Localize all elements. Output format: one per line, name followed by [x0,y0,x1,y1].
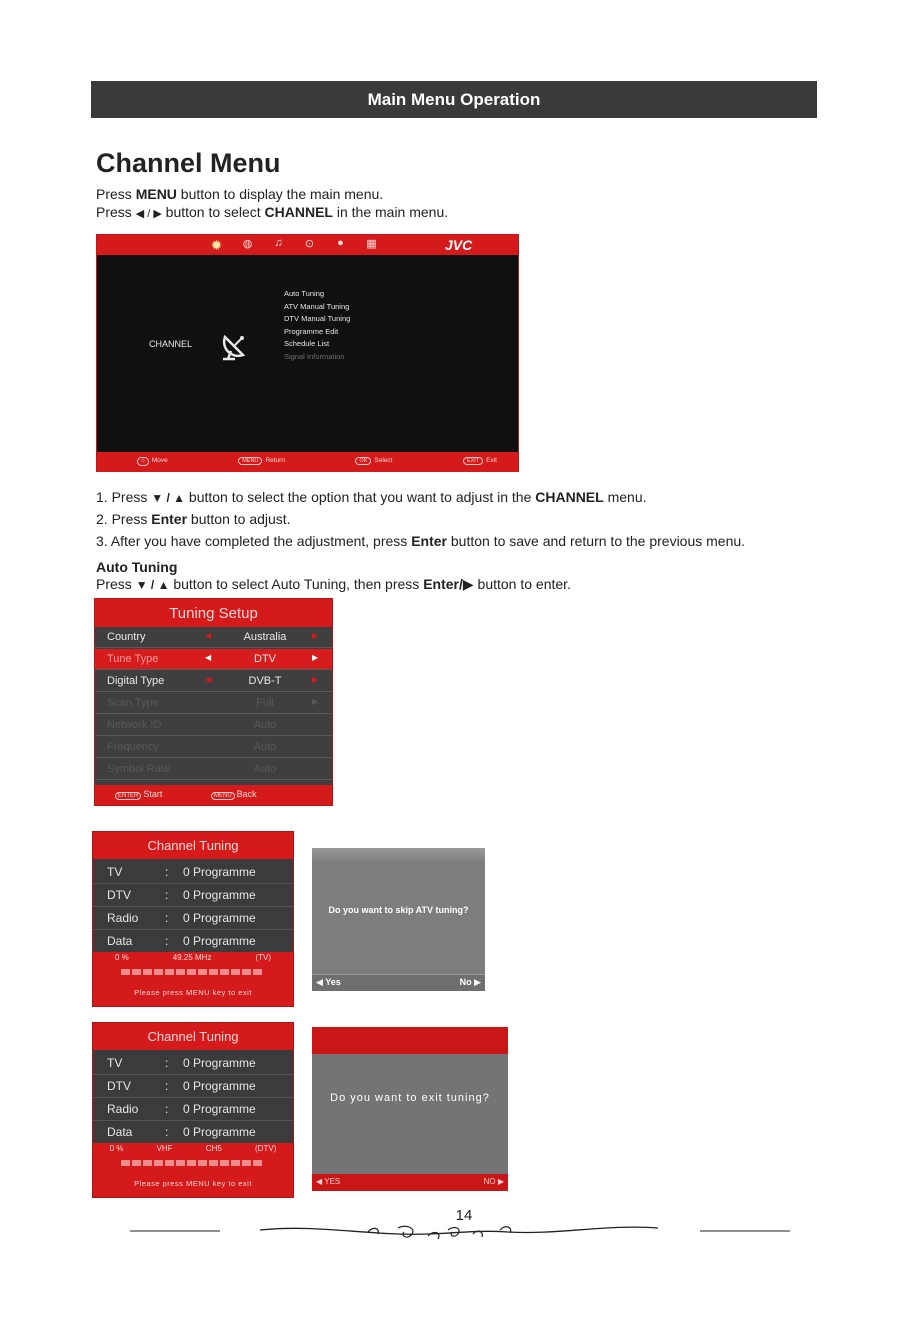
tuning-count-data: Data : 0 Programme [93,1121,293,1144]
channel-tuning-title: Channel Tuning [93,1023,293,1050]
satellite-dish-icon [219,327,253,361]
menu-top-bar [97,235,518,255]
tuning-row-symbol-rate: Symbol Rate Auto [95,759,332,780]
yes-button[interactable]: ◀ YES [316,1177,341,1186]
tuning-count-data: Data : 0 Programme [93,930,293,953]
time-tab-icon[interactable]: ⊙ [304,238,315,250]
channel-tab-icon[interactable]: ✹ [210,237,223,253]
exit-tuning-footer [312,1174,508,1191]
menu-item-atv-manual-tuning[interactable]: ATV Manual Tuning [284,301,350,311]
brand-logo: JVC [445,237,473,253]
no-button[interactable]: No ▶ [459,977,481,987]
tuning-row-scan-type: Scan Type Full ▶ [95,693,332,714]
menu-bottom-bar [97,452,518,472]
menu-item-auto-tuning[interactable]: Auto Tuning [284,289,325,298]
tuning-count-dtv: DTV : 0 Programme [93,1075,293,1098]
page-header-bar [91,81,817,118]
tuning-count-dtv: DTV : 0 Programme [93,884,293,907]
tuning-status-info: 0 % 49.25 MHz (TV) [114,953,271,962]
right-arrow-icon[interactable]: ▶ [312,631,319,640]
no-button[interactable]: NO ▶ [483,1177,504,1186]
tuning-status-info: 0 % VHF CH5 (DTV) [109,1144,277,1153]
tuning-progress-area [93,952,293,1006]
left-arrow-icon[interactable]: ◀ [205,675,212,684]
skip-atv-question: Do you want to skip ATV tuning? [328,905,469,915]
exit-tuning-dialog [312,1027,508,1191]
channel-label: CHANNEL [149,339,193,349]
menu-hint-row [137,457,497,466]
channel-tuning-panel-2 [92,1022,294,1198]
tuning-progress-area [93,1143,293,1197]
menu-item-programme-edit[interactable]: Programme Edit [284,326,339,336]
exit-tuning-question: Do you want to exit tuning? [330,1092,490,1104]
auto-tuning-instruction: Press ▼ / ▲ button to select Auto Tuning, then press Enter/▶ button to enter. [96,576,571,592]
tuning-exit-message: Please press MENU key to exit [134,988,252,997]
step-3: 3. After you have completed the adjustment, press Enter button to save and return to the previous menu. [96,533,746,549]
tuning-setup-footer [95,785,332,805]
tuning-row-tune-type[interactable]: Tune Type ◀ DTV ▶ [95,649,332,670]
hint-move: ⬦ Move [137,457,168,466]
tuning-row-digital-type[interactable]: Digital Type ◀ DVB-T ▶ [95,671,332,692]
tuning-row-network-id: Network ID Auto [95,715,332,736]
tuning-count-tv: TV : 0 Programme [93,861,293,884]
menu-item-signal-information[interactable]: Signal Information [284,351,345,361]
tuning-count-tv: TV : 0 Programme [93,1052,293,1075]
left-arrow-icon[interactable]: ◀ [205,653,212,662]
section-title: Channel Menu [96,148,281,178]
tuning-exit-message: Please press MENU key to exit [134,1179,252,1188]
right-arrow-icon: ▶ [312,697,319,706]
right-arrow-icon[interactable]: ▶ [312,653,319,662]
decorative-divider [128,1220,792,1248]
tuning-row-country[interactable]: Country ◀ Australia ▶ [95,627,332,648]
setup-tab-icon[interactable]: ▦ [366,238,377,250]
hint-return: MENU Return [238,457,285,466]
menu-item-schedule-list[interactable]: Schedule List [284,339,330,349]
back-hint[interactable]: MENU Back [211,789,257,799]
menu-item-dtv-manual-tuning[interactable]: DTV Manual Tuning [284,314,351,324]
tuning-progress-bar [121,1160,262,1166]
step-2: 2. Press Enter button to adjust. [96,511,291,527]
page-number: 14 [455,1207,473,1224]
hint-exit: EXIT Exit [463,457,497,466]
start-hint[interactable]: ENTER Start [115,789,162,799]
skip-atv-footer [312,974,485,991]
tuning-count-radio: Radio : 0 Programme [93,1098,293,1121]
left-arrow-icon[interactable]: ◀ [205,631,212,640]
yes-button[interactable]: ◀ Yes [316,977,341,987]
page-header-title: Main Menu Operation [367,89,541,109]
right-arrow-icon[interactable]: ▶ [312,675,319,684]
tuning-setup-panel [94,598,333,806]
channel-tuning-panel-1 [92,831,294,1007]
tuning-count-radio: Radio : 0 Programme [93,907,293,930]
step-1: 1. Press ▼ / ▲ button to select the option that you want to adjust in the CHANNEL menu. [96,489,647,505]
skip-atv-dialog [312,848,485,991]
menu-tab-icons [201,237,387,254]
lock-tab-icon[interactable]: ● [337,237,344,249]
auto-tuning-heading: Auto Tuning [96,559,178,575]
tuning-row-frequency: Frequency Auto [95,737,332,758]
sound-tab-icon[interactable]: ♫ [274,237,283,249]
picture-tab-icon[interactable]: ◍ [242,238,253,250]
hint-select: OK Select [355,457,392,466]
intro-line-2: Press ◀ / ▶ button to select CHANNEL in the main menu. [96,204,449,220]
channel-menu-list [284,288,350,364]
intro-line-1: Press MENU button to display the main menu. [96,186,384,202]
tuning-progress-bar [121,969,262,975]
channel-tuning-title: Channel Tuning [93,832,293,859]
tuning-setup-title: Tuning Setup [95,599,332,627]
channel-menu-screen [96,234,519,472]
